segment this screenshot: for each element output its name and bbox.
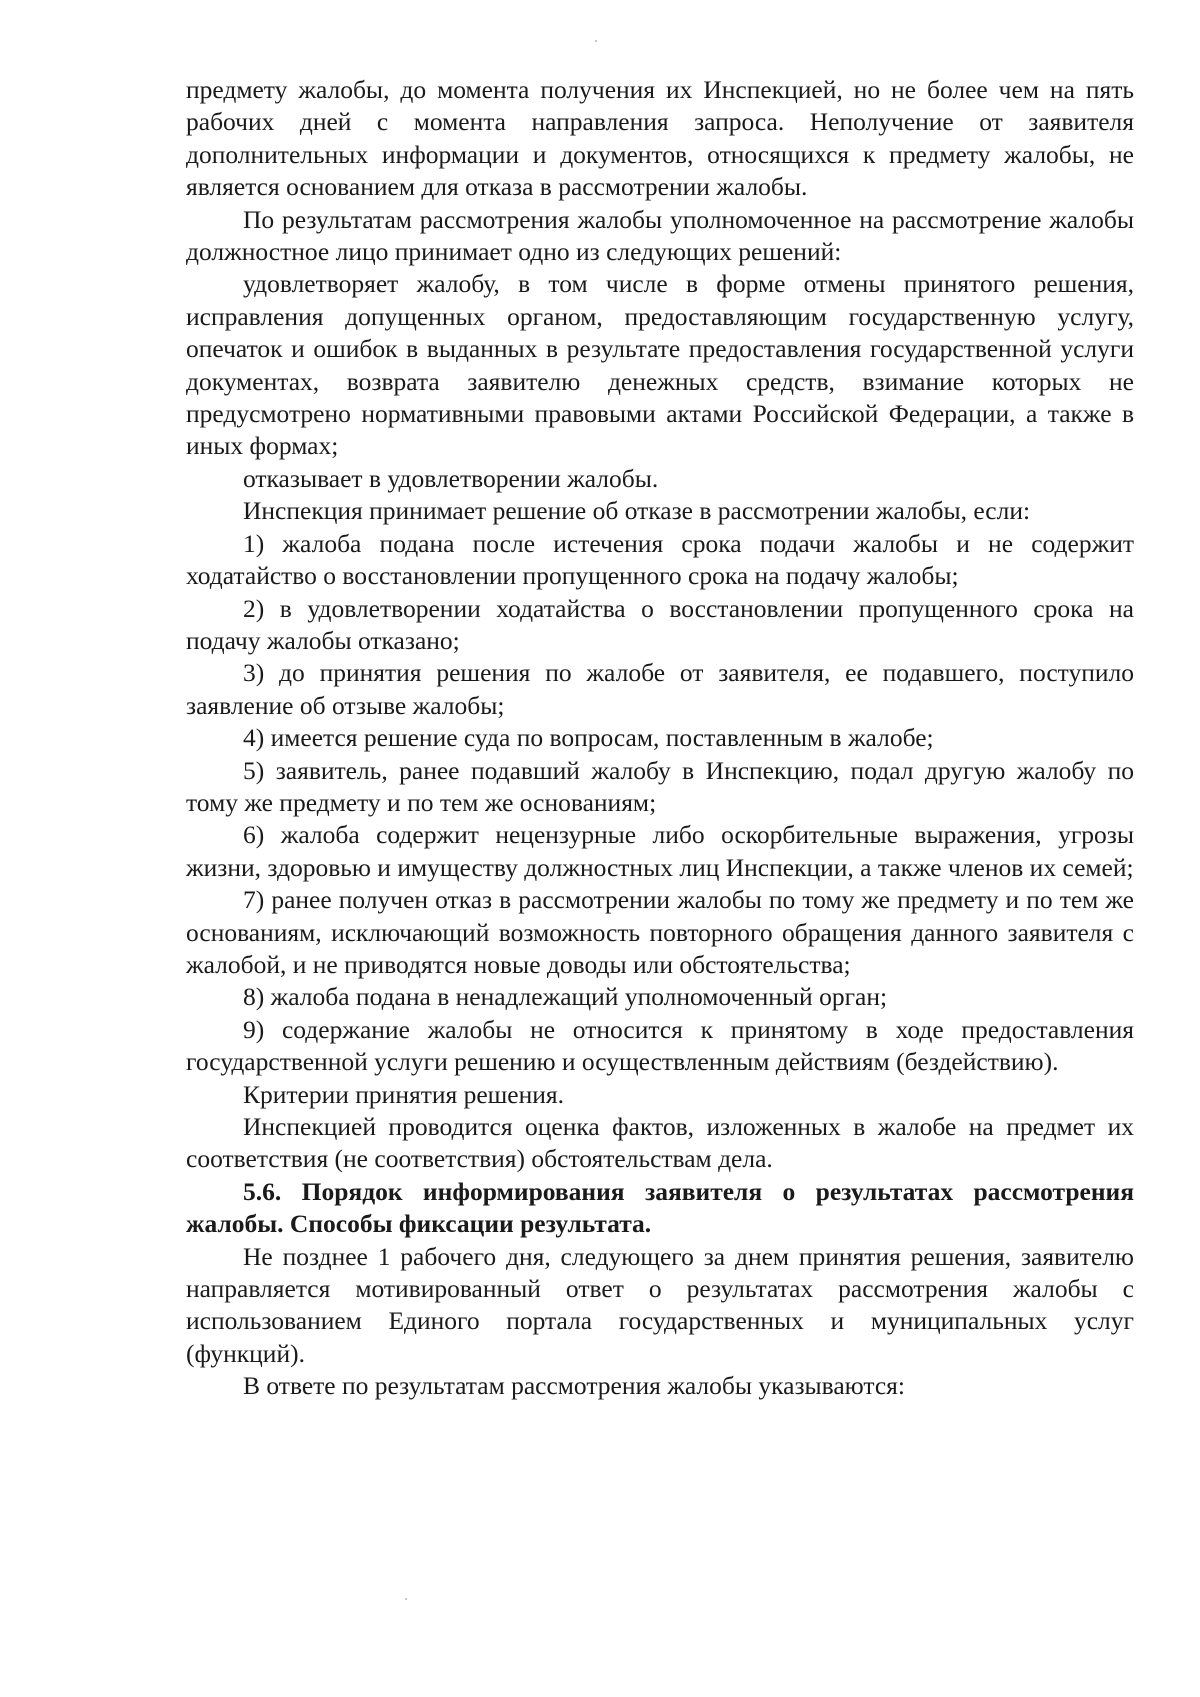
section-heading: [186, 1176, 1134, 1241]
section-number: 5.6.: [243, 1176, 282, 1206]
list-item-8: 8) жалоба подана в ненадлежащий уполномоченный орган;: [243, 982, 888, 1012]
paragraph-assessment: Инспекцией проводится оценка фактов, изложенных в жалобе на предмет их соответствия (не соответствия) обстоятельствам дела.: [186, 1112, 1134, 1174]
paragraph-decisions-intro: По результатам рассмотрения жалобы уполномоченное на рассмотрение жалобы должностное лицо принимает одно из следующих решений:: [186, 204, 1134, 267]
paragraph-satisfies: удовлетворяет жалобу, в том числе в форме отмены принятого решения, исправления допущенных органом, предоставляющим государственную услугу, опечаток и ошибок в выданных в результате предоставления государственной услуги документах, возврата заявителю денежных средств, взимание которых не предусмотрено нормативными правовыми актами Российской Федерации, а также в иных формах;: [186, 269, 1134, 461]
document-page: [186, 74, 1134, 1403]
scan-speck: [595, 40, 597, 42]
paragraph-continuation: предмету жалобы, до момента получения их Инспекцией, но не более чем на пять рабочих дней с момента направления запроса. Неполучение от заявителя дополнительных информации и документов, относящихся к предмету жалобы, не является основанием для отказа в рассмотрении жалобы.: [186, 75, 1134, 202]
paragraph-criteria: Критерии принятия решения.: [243, 1079, 565, 1109]
paragraph-response-deadline: Не позднее 1 рабочего дня, следующего за днем принятия решения, заявителю направляется мотивированный ответ о результатах рассмотрения жалобы с использованием Единого портала государственных и муниципальных услуг (функций).: [186, 1241, 1134, 1368]
paragraph-refusal-intro: Инспекция принимает решение об отказе в рассмотрении жалобы, если:: [243, 496, 1031, 526]
list-item-5: 5) заявитель, ранее подавший жалобу в Инспекцию, подал другую жалобу по тому же предмету и по тем же основаниям;: [186, 755, 1134, 817]
list-item-9: 9) содержание жалобы не относится к принятому в ходе предоставления государственной услуги решению и осуществленным действиям (бездействию).: [186, 1014, 1134, 1077]
section-title: Порядок информирования заявителя о результатах рассмотрения жалобы. Способы фиксации результата.: [186, 1176, 1135, 1239]
list-item-6: 6) жалоба содержит нецензурные либо оскорбительные выражения, угрозы жизни, здоровью и имуществу должностных лиц Инспекции, а также членов их семей;: [186, 820, 1134, 882]
list-item-7: 7) ранее получен отказ в рассмотрении жалобы по тому же предмету и по тем же основаниям, исключающий возможность повторного обращения данного заявителя с жалобой, и не приводятся новые доводы или обстоятельства;: [186, 885, 1134, 979]
list-item-3: 3) до принятия решения по жалобе от заявителя, ее подавшего, поступило заявление об отзыве жалобы;: [186, 658, 1134, 720]
scan-speck: [405, 1598, 407, 1600]
list-item-2: 2) в удовлетворении ходатайства о восстановлении пропущенного срока на подачу жалобы отказано;: [186, 593, 1134, 655]
list-item-1: 1) жалоба подана после истечения срока подачи жалобы и не содержит ходатайство о восстановлении пропущенного срока на подачу жалобы;: [186, 528, 1134, 591]
list-item-4: 4) имеется решение суда по вопросам, поставленным в жалобе;: [243, 723, 934, 753]
paragraph-response-contents: В ответе по результатам рассмотрения жалобы указываются:: [243, 1371, 905, 1401]
paragraph-refuses: отказывает в удовлетворении жалобы.: [243, 463, 659, 493]
